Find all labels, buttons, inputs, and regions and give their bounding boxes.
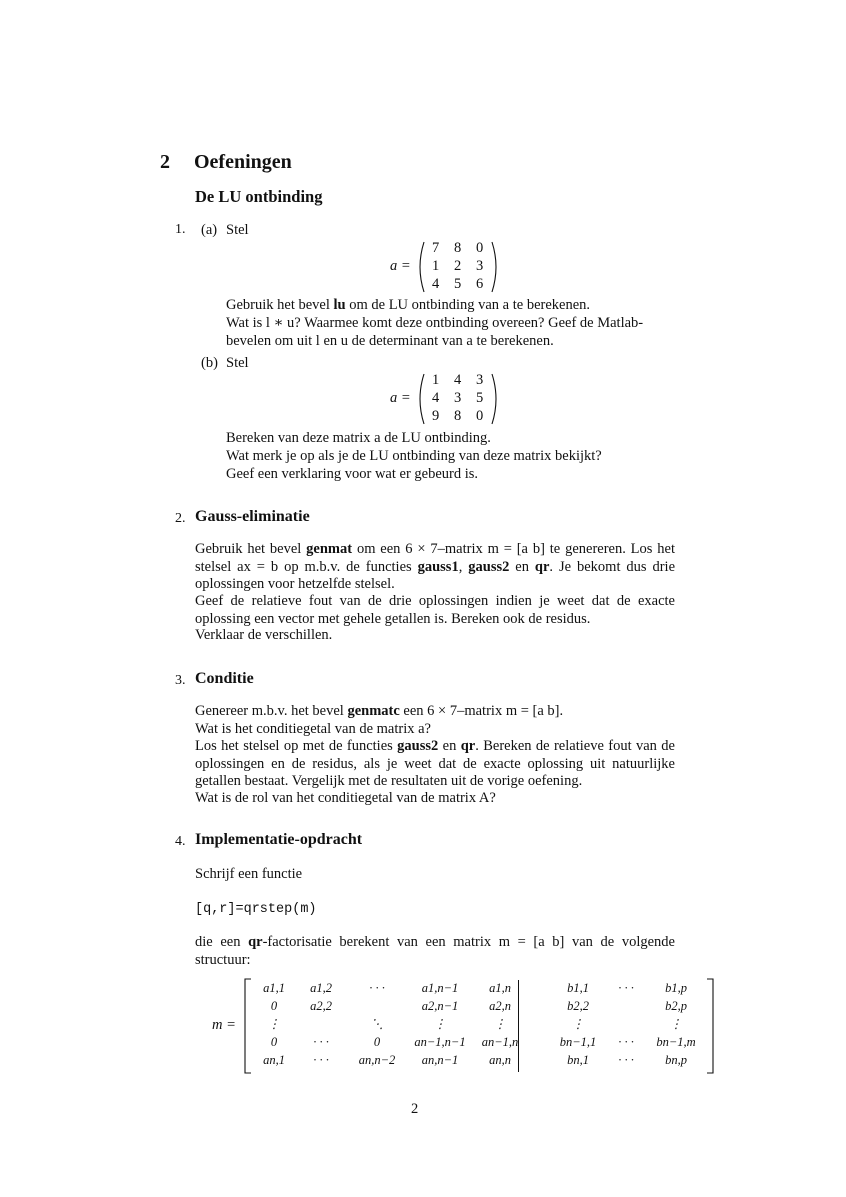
- exercise-1b-label: (b): [201, 355, 218, 371]
- exercise-4-title: Implementatie-opdracht: [195, 831, 363, 848]
- ex2-text: . Je bekomt dus drie oplossingen voor hetzelfde stelsel.: [195, 558, 676, 593]
- matrix-cell: 3: [476, 258, 484, 274]
- matrix-cell: bn,1: [567, 1053, 589, 1067]
- ex2-text: en: [509, 558, 535, 575]
- ex3-text: Los het stelsel op met de functies: [195, 738, 398, 754]
- matrix-1a-lhs: a =: [390, 258, 411, 274]
- matrix-cell: 9: [432, 408, 440, 424]
- ex3-text: . Bereken de relatieve fout van de oplossingen en de residus, als je weet dat de exacte oplossing uit natuurlijke getallen bestaat. Vergelijk met de resultaten uit de vorige oefening.: [195, 738, 675, 790]
- matrix-m-lhs: m =: [212, 1017, 236, 1033]
- matrix-cell: 0: [476, 408, 484, 424]
- exercise-1a-line3: bevelen om uit l en u de determinant van a te berekenen.: [226, 333, 554, 349]
- exercise-1a-line1-pre: Gebruik het bevel: [226, 297, 334, 313]
- matrix-cell: an,n−1: [421, 1053, 459, 1067]
- matrix-cell: a1,2: [310, 981, 332, 995]
- matrix-cell: 8: [454, 408, 462, 424]
- matrix-cell: ⋮: [493, 1017, 507, 1031]
- exercise-1a-label: (a): [201, 222, 218, 238]
- right-paren-icon: [491, 373, 501, 425]
- exercise-2-paragraph-2: Geef de relatieve fout van de drie oplossingen indien je weet dat de exacte oplossing een vector met gehele getallen is. Bereken ook de residus.: [195, 593, 675, 627]
- page-number: 2: [411, 1101, 419, 1117]
- matrix-cell: ⋮: [669, 1017, 683, 1031]
- exercise-1b-line3: Geef een verklaring voor wat er gebeurd is.: [226, 466, 479, 482]
- matrix-cell: [528, 999, 550, 1014]
- ex3-text: en: [438, 738, 461, 754]
- matrix-cell: 0: [476, 240, 484, 256]
- matrix-cell: a2,n: [489, 999, 511, 1013]
- matrix-cell: [528, 1035, 550, 1050]
- matrix-cell: 4: [454, 372, 462, 388]
- lu-keyword: lu: [333, 297, 346, 313]
- matrix-cell: 2: [454, 258, 462, 274]
- code-signature: [q,r]=qrstep(m): [195, 902, 317, 917]
- ex2-text: om een 6 × 7–matrix m = [a b] te genereren. Los het stelsel ax = b op m.b.v. de functies: [195, 541, 675, 575]
- matrix-cell: 8: [454, 240, 462, 256]
- matrix-cell: · · ·: [618, 1035, 634, 1049]
- exercise-4-number: 4.: [175, 834, 186, 849]
- right-paren-icon: [491, 241, 501, 293]
- matrix-cell: 4: [432, 390, 440, 406]
- matrix-separator: [518, 980, 519, 1072]
- exercise-3-line2: Wat is het conditiegetal van de matrix a?: [195, 721, 431, 737]
- exercise-4-paragraph: [195, 934, 675, 969]
- ex4-text: die een: [195, 934, 249, 950]
- ex3-text: Genereer m.b.v. het bevel: [195, 703, 348, 719]
- matrix-cell: 0: [270, 1035, 278, 1049]
- exercise-1a-intro: Stel: [226, 222, 249, 238]
- matrix-cell: · · ·: [369, 981, 385, 995]
- matrix-cell: a2,2: [310, 999, 332, 1013]
- matrix-cell: · · ·: [618, 981, 634, 995]
- matrix-cell: bn,p: [665, 1053, 687, 1067]
- exercise-3-line4: Wat is de rol van het conditiegetal van de matrix A?: [195, 790, 496, 806]
- matrix-cell: · · ·: [313, 1035, 329, 1049]
- section-number: 2: [160, 151, 170, 173]
- exercise-2-title: Gauss-eliminatie: [195, 508, 310, 525]
- matrix-1b-lhs: a =: [390, 390, 411, 406]
- exercise-1b-line2: Wat merk je op als je de LU ontbinding van deze matrix bekijkt?: [226, 448, 602, 464]
- qr-keyword: qr: [460, 738, 476, 754]
- ex2-text: ,: [458, 558, 469, 575]
- matrix-cell: [528, 1053, 550, 1068]
- exercise-3-title: Conditie: [195, 670, 254, 687]
- matrix-cell: b1,p: [665, 981, 687, 995]
- matrix-cell: 0: [270, 999, 278, 1013]
- matrix-cell: 1: [432, 372, 440, 388]
- matrix-cell: [606, 1017, 646, 1032]
- exercise-1a-line2: Wat is l ∗ u? Waarmee komt deze ontbinding overeen? Geef de Matlab-: [226, 315, 644, 331]
- matrix-cell: a1,n−1: [421, 981, 459, 995]
- matrix-cell: a1,n: [489, 981, 511, 995]
- matrix-cell: 4: [432, 276, 440, 292]
- matrix-1a-grid: [425, 240, 491, 293]
- ex4-text: -factorisatie berekent van een matrix m = [a b] van de volgende structuur:: [195, 934, 675, 968]
- matrix-cell: [296, 1017, 346, 1032]
- matrix-cell: 1: [432, 258, 440, 274]
- gauss2-keyword: gauss2: [468, 558, 510, 575]
- matrix-cell: an,n: [489, 1053, 511, 1067]
- left-paren-icon: [415, 373, 425, 425]
- exercise-4-intro: Schrijf een functie: [195, 866, 303, 882]
- matrix-cell: 5: [454, 276, 462, 292]
- matrix-cell: ⋮: [571, 1017, 585, 1031]
- gauss1-keyword: gauss1: [417, 558, 459, 575]
- left-bracket-icon: [244, 978, 252, 1074]
- matrix-1a: [390, 240, 501, 293]
- genmat-keyword: genmat: [306, 541, 353, 557]
- exercise-1a-line1: [226, 297, 590, 314]
- exercise-2-paragraph-3: Verklaar de verschillen.: [195, 627, 333, 643]
- subsection-title: De LU ontbinding: [195, 187, 323, 206]
- matrix-cell: ⋱: [370, 1017, 384, 1031]
- ex3-text: een 6 × 7–matrix m = [a b].: [399, 703, 564, 719]
- matrix-cell: b2,p: [665, 999, 687, 1013]
- matrix-cell: ⋮: [433, 1017, 447, 1031]
- gauss2-keyword: gauss2: [397, 738, 439, 754]
- matrix-cell: 3: [476, 372, 484, 388]
- matrix-cell: an−1,n: [481, 1035, 519, 1049]
- matrix-m-grid: [252, 981, 706, 1068]
- matrix-1b-grid: [425, 372, 491, 425]
- matrix-cell: an,1: [263, 1053, 285, 1067]
- matrix-cell: b2,2: [567, 999, 589, 1013]
- exercise-2-number: 2.: [175, 511, 186, 526]
- qr-keyword: qr: [248, 934, 263, 950]
- section-title: Oefeningen: [194, 151, 292, 173]
- exercise-2-paragraph-1: [195, 541, 675, 594]
- matrix-cell: a2,n−1: [421, 999, 459, 1013]
- exercise-3-paragraph: [195, 738, 675, 791]
- matrix-cell: [346, 999, 408, 1014]
- ex2-text: Gebruik het bevel: [195, 541, 307, 557]
- matrix-cell: 6: [476, 276, 484, 292]
- right-bracket-icon: [706, 978, 714, 1074]
- exercise-3-line1: [195, 703, 563, 720]
- matrix-cell: bn−1,1: [559, 1035, 597, 1049]
- exercise-1a-line1-post: om de LU ontbinding van a te berekenen.: [345, 297, 591, 313]
- matrix-cell: ⋮: [267, 1017, 281, 1031]
- matrix-cell: an−1,n−1: [414, 1035, 466, 1049]
- matrix-cell: · · ·: [618, 1053, 634, 1067]
- qr-keyword: qr: [534, 558, 550, 575]
- matrix-cell: 7: [432, 240, 440, 256]
- genmatc-keyword: genmatc: [347, 703, 400, 719]
- exercise-1-number: 1.: [175, 222, 186, 237]
- exercise-3-number: 3.: [175, 673, 186, 688]
- exercise-1b-line1: Bereken van deze matrix a de LU ontbinding.: [226, 430, 491, 446]
- matrix-cell: an,n−2: [358, 1053, 396, 1067]
- matrix-cell: bn−1,m: [656, 1035, 696, 1049]
- matrix-cell: 3: [454, 390, 462, 406]
- matrix-cell: [528, 981, 550, 996]
- matrix-1b: [390, 372, 501, 425]
- matrix-m: [244, 978, 714, 1074]
- matrix-cell: [528, 1017, 550, 1032]
- matrix-cell: 0: [373, 1035, 381, 1049]
- left-paren-icon: [415, 241, 425, 293]
- matrix-cell: a1,1: [263, 981, 285, 995]
- matrix-cell: · · ·: [313, 1053, 329, 1067]
- matrix-cell: 5: [476, 390, 484, 406]
- matrix-cell: b1,1: [567, 981, 589, 995]
- matrix-cell: [606, 999, 646, 1014]
- exercise-1b-intro: Stel: [226, 355, 249, 371]
